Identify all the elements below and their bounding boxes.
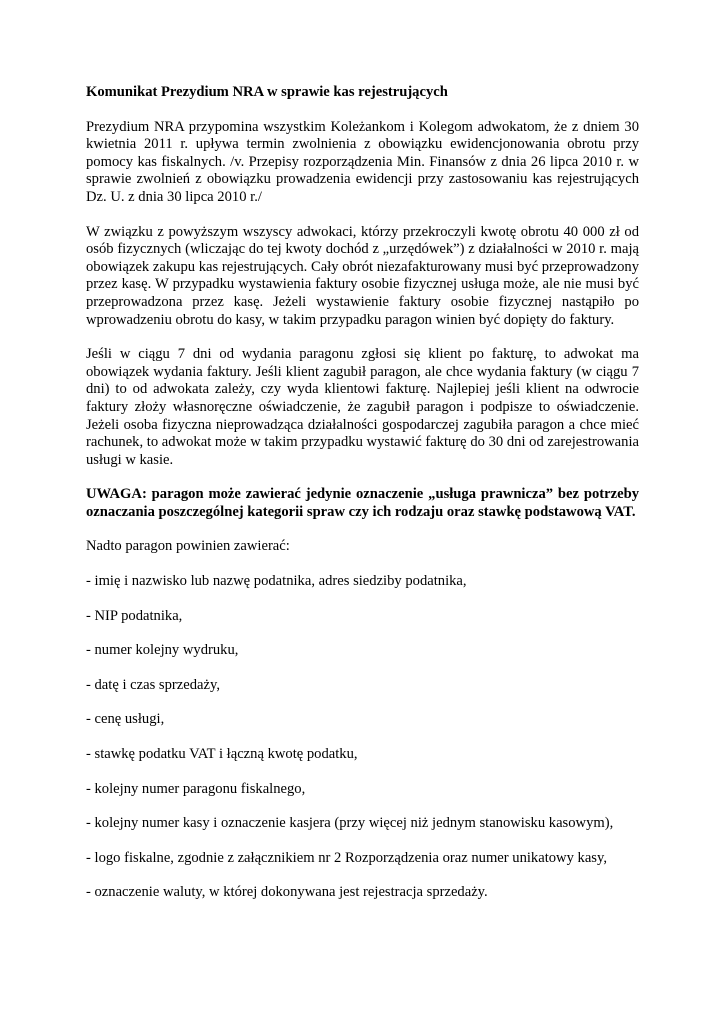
- list-item: - oznaczenie waluty, w której dokonywana jest rejestracja sprzedaży.: [86, 884, 488, 901]
- list-item: - imię i nazwisko lub nazwę podatnika, adres siedziby podatnika,: [86, 573, 467, 590]
- list-item: - stawkę podatku VAT i łączną kwotę podatku,: [86, 746, 358, 763]
- list-item: - NIP podatnika,: [86, 607, 183, 624]
- list-item: - kolejny numer paragonu fiskalnego,: [86, 780, 306, 797]
- list-item: - numer kolejny wydruku,: [86, 642, 239, 659]
- list-item: - logo fiskalne, zgodnie z załącznikiem nr 2 Rozporządzenia oraz numer unikatowy kasy,: [86, 849, 607, 866]
- notice-paragraph: UWAGA: paragon może zawierać jedynie oznaczenie „usługa prawnicza” bez potrzeby oznaczania poszczególnej kategorii spraw czy ich rodzaju oraz stawkę podstawową VAT.: [86, 486, 639, 520]
- paragraph-intro: Prezydium NRA przypomina wszystkim Koleżankom i Kolegom adwokatom, że z dniem 30 kwietnia 2011 r. upływa termin zwolnienia z obowiązku ewidencjonowania obrotu przy pomocy kas fiskalnych. /v. Przepisy rozporządzenia Min. Finansów z dnia 26 lipca 2010 r. w sprawie zwolnień z obowiązku prowadzenia ewidencji przy zastosowaniu kas rejestrujących Dz. U. z dnia 30 lipca 2010 r./: [86, 118, 639, 205]
- list-intro: Nadto paragon powinien zawierać:: [86, 538, 290, 555]
- paragraph-obligation: W związku z powyższym wszyscy adwokaci, którzy przekroczyli kwotę obrotu 40 000 zł od osób fizycznych (wliczając do tej kwoty dochód z „urzędówek”) z działalności w 2010 r. mają obowiązek zakupu kas rejestrujących. Cały obrót niezafakturowany musi być przeprowadzony przez kasę. W przypadku wystawienia faktury osobie fizycznej usługa może, ale nie musi być przeprowadzona przez kasę. Jeżeli wystawienie faktury osobie fizycznej nastąpiło po wprowadzeniu obrotu do kasy, w takim przypadku paragon winien być dopięty do faktury.: [86, 223, 639, 328]
- list-item: - cenę usługi,: [86, 711, 165, 728]
- paragraph-invoice: Jeśli w ciągu 7 dni od wydania paragonu zgłosi się klient po fakturę, to adwokat ma obowiązek wydania faktury. Jeśli klient zagubił paragon, ale chce wydania faktury (w ciągu 7 dni) to od adwokata zależy, czy wyda klientowi fakturę. Najlepiej jeśli klient na odwrocie faktury złoży własnoręczne oświadczenie, że zagubił paragon i podpisze to oświadczenie. Jeżeli osoba fizyczna nieprowadząca działalności gospodarczej zagubiła paragon a chce mieć rachunek, to adwokat może w takim przypadku wystawić fakturę do 30 dni od zarejestrowania usługi w kasie.: [86, 346, 639, 468]
- list-item: - datę i czas sprzedaży,: [86, 676, 220, 693]
- list-item: - kolejny numer kasy i oznaczenie kasjera (przy więcej niż jednym stanowisku kasowym),: [86, 815, 614, 832]
- document-title: Komunikat Prezydium NRA w sprawie kas rejestrujących: [86, 84, 448, 100]
- document-page: [86, 84, 639, 919]
